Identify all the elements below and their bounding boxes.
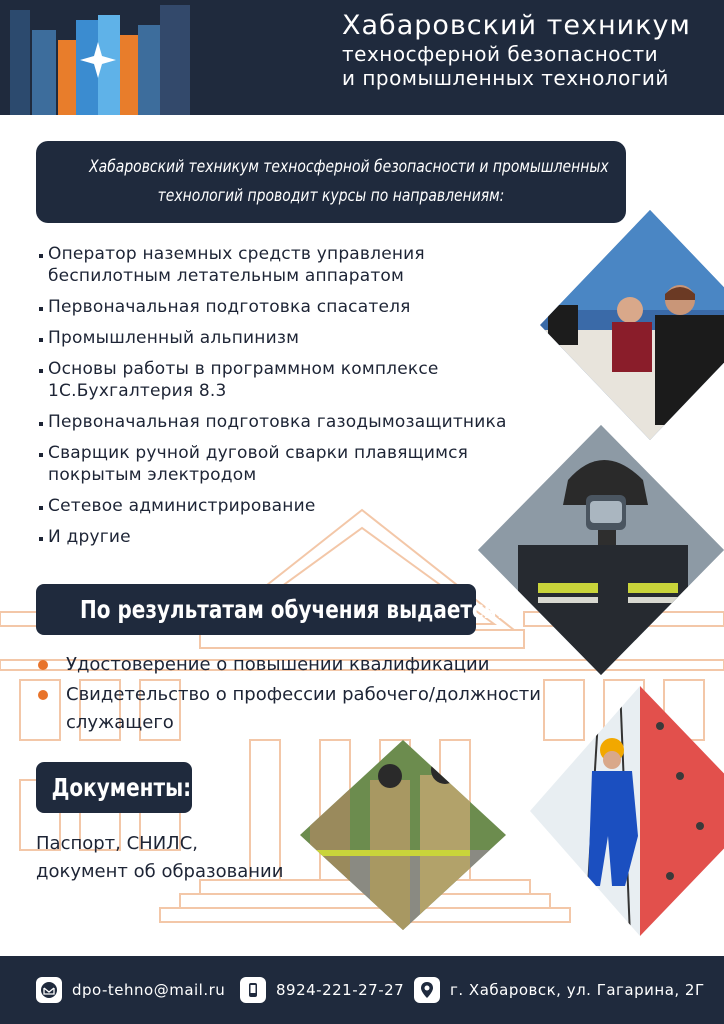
result-item [36,681,566,737]
intro-line1: Хабаровский техникум техносферной безопасности и промышленных [89,157,609,177]
email-icon [36,977,62,1003]
footer-email[interactable] [36,976,225,1004]
college-logo [10,0,200,115]
phone-icon [240,977,266,1003]
results-banner [36,584,505,635]
address-text: г. Хабаровск, ул. Гагарина, 2Г [450,981,705,999]
photo-students-computers [540,210,724,440]
results-title: По результатам обучения выдается: [80,595,505,624]
result-item [36,651,596,679]
course-item: И другие [39,526,529,548]
documents-line2: документ об образовании [36,861,284,882]
intro-banner [36,141,626,223]
documents-line1: Паспорт, СНИЛС, [36,833,198,854]
bullet-icon [38,690,48,700]
header-title-line3: и промышленных технологий [342,66,669,90]
course-item: Первоначальная подготовка спасателя [39,296,529,318]
header-title-line2: техносферной безопасности [342,42,659,66]
course-item: Промышленный альпинизм [39,327,529,349]
course-item: Оператор наземных средств управления беспилотным летательным аппаратом [39,243,469,287]
documents-title: Документы: [51,773,192,802]
course-item: Сварщик ручной дуговой сварки плавящимся покрытым электродом [39,442,509,486]
documents-text [36,830,283,886]
footer-phone[interactable] [240,976,404,1004]
location-pin-icon [414,977,440,1003]
course-list [39,243,529,557]
phone-text: 8924-221-27-27 [276,981,405,999]
footer [0,956,724,1024]
photo-firefighter [478,425,724,675]
photo-firefighters-group [300,740,506,930]
header-title-line1: Хабаровский техникум [342,10,691,41]
intro-line2: технологий проводит курсы по направлениям: [157,186,505,206]
email-text: dpo-tehno@mail.ru [72,981,226,999]
course-item: Сетевое администрирование [39,495,529,517]
documents-banner [36,762,192,813]
footer-address [414,976,705,1004]
header [0,0,724,115]
bullet-icon [38,660,48,670]
result-item-text: Свидетельство о профессии рабочего/должности служащего [66,684,541,733]
course-item: Первоначальная подготовка газодымозащитника [39,411,529,433]
course-item: Основы работы в программном комплексе 1С.Бухгалтерия 8.3 [39,358,479,402]
header-title [342,10,702,90]
results-list [36,651,596,739]
result-item-text: Удостоверение о повышении квалификации [66,654,490,675]
